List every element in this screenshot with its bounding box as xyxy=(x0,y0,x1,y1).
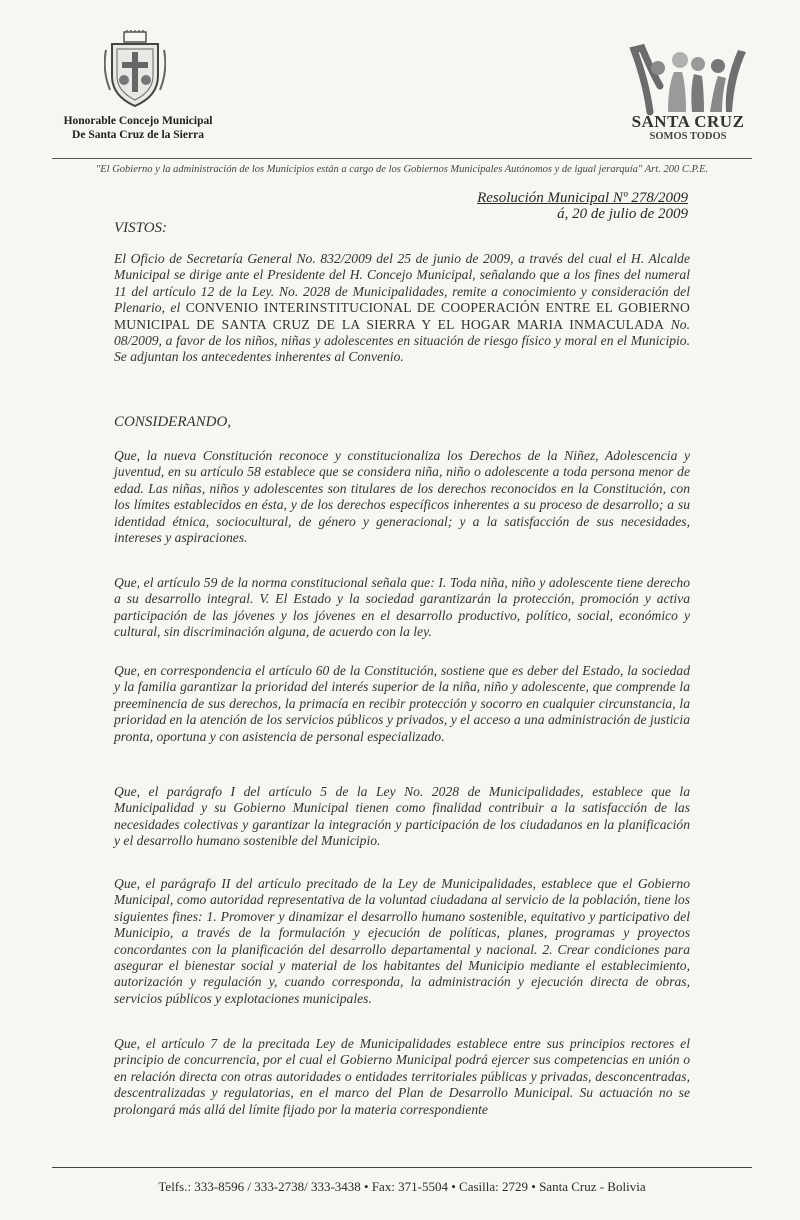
council-name xyxy=(58,114,218,142)
vistos-paragraph xyxy=(114,251,690,366)
resolution-number: Resolución Municipal Nº 278/2009 xyxy=(477,190,688,206)
vistos-text-before: El Oficio de Secretaría General No. 832/2009 del 25 de junio de 2009, a través del cual el H. Alcalde Municipal se dirige ante el Presidente del H. Concejo Municipal, señalando que a los fines del numeral 11 del artículo 12 de la Ley. No. 2028 de Municipalidades, remite a conocimiento y consideración del Plenario, el xyxy=(114,251,690,316)
council-name-line1: Honorable Concejo Municipal xyxy=(63,115,213,127)
council-name-line2: De Santa Cruz de la Sierra xyxy=(72,129,204,141)
municipal-crest-emblem xyxy=(104,30,166,110)
considerando-paragraph-5: Que, el parágrafo II del artículo precitado de la Ley de Municipalidades, establece que el Gobierno Municipal, como autoridad representativa de la voluntad ciudadana al servicio de la población, tiene los siguientes fines: 1. Promover y dinamizar el desarrollo humano sostenible, equitativo y participativo del Municipio, a través de la formulación y ejecución de políticas, planes, programas y proyectos concordantes con la planificación del desarrollo departamental y nacional. 2. Crear condiciones para asegurar el bienestar social y material de los habitantes del Municipio mediante el establecimiento, autorización y regulación y, cuando corresponda, la administración y ejecución directa de obras, servicios públicos y explotaciones municipales. xyxy=(114,876,690,1006)
footer-divider xyxy=(52,1167,752,1168)
considerando-paragraph-6: Que, el artículo 7 de la precitada Ley de Municipalidades establece entre sus principios rectores el principio de concurrencia, por el cual el Gobierno Municipal podrá ejercer sus competencias en unión o en relación directa con otras autoridades o entidades territoriales públicas y privadas, desconcentradas, descentralizadas y regulatorias, en el marco del Plan de Desarrollo Municipal. Su actuación no se prolongará más allá del límite fijado por la materia correspondiente xyxy=(114,1036,690,1117)
vistos-text-after: No. 08/2009, a favor de los niños, niñas y adolescentes en situación de riesgo físico y moral en el Municipio. Se adjuntan los antecedentes inherentes al Convenio. xyxy=(114,316,690,365)
santa-cruz-people-logo xyxy=(628,42,748,118)
considerando-heading: CONSIDERANDO, xyxy=(114,414,232,430)
considerando-paragraph-4: Que, el parágrafo I del artículo 5 de la Ley No. 2028 de Municipalidades, establece que la Municipalidad y su Gobierno Municipal tienen como finalidad contribuir a la satisfacción de las necesidades colectivas y garantizar la integración y participación de los ciudadanos en la planificación y el desarrollo humano sostenible del Municipio. xyxy=(114,784,690,849)
considerando-paragraph-3: Que, en correspondencia el artículo 60 de la Constitución, sostiene que es deber del Estado, la sociedad y la familia garantizar la prioridad del interés superior de la niña, niño y adolescente, que comprende la preeminencia de sus derechos, la primacía en recibir protección y socorro en cualquier circunstancia, la prioridad en la atención de los servicios públicos y privados, y el acceso a una administración de justicia pronta, oportuna y con asistencia de personal especializado. xyxy=(114,663,690,744)
header-divider xyxy=(52,158,752,159)
considerando-paragraph-2: Que, el artículo 59 de la norma constitucional señala que: I. Toda niña, niño y adolescente tiene derecho a su desarrollo integral. V. El Estado y la sociedad garantizarán la protección, promoción y activa participación de las jóvenes y los jóvenes en el desarrollo productivo, político, social, económico y cultural, sin discriminación alguna, de acuerdo con la ley. xyxy=(114,575,690,640)
considerando-paragraph-1: Que, la nueva Constitución reconoce y constitucionaliza los Derechos de la Niñez, Adolescencia y juventud, en su artículo 58 establece que se considera niña, niño o adolescente a toda persona menor de edad. Las niñas, niños y adolescentes son titulares de los derechos reconocidos en la Constitución, con los límites establecidos en ésta, y de los derechos específicos inherentes a su proceso de desarrollo; a su identidad étnica, sociocultural, de género y generacional; y a la satisfacción de sus necesidades, intereses y aspiraciones. xyxy=(114,448,690,546)
constitution-quote: "El Gobierno y la administración de los Municipios están a cargo de los Gobiernos Municipales Autónomos y de igual jerarquía" Art. 200 C.P.E. xyxy=(95,164,709,175)
vistos-heading: VISTOS: xyxy=(114,220,168,236)
vistos-convenio-title: CONVENIO INTERINSTITUCIONAL DE COOPERACIÓN ENTRE EL GOBIERNO MUNICIPAL DE SANTA CRUZ DE LA SIERRA Y EL HOGAR MARIA INMACULADA xyxy=(114,300,691,332)
resolution-date: á, 20 de julio de 2009 xyxy=(557,206,688,222)
santa-cruz-logo-name: SANTA CRUZ xyxy=(631,112,745,131)
footer-contact: Telfs.: 333-8596 / 333-2738/ 333-3438 • Fax: 371-5504 • Casilla: 2729 • Santa Cruz - Bolivia xyxy=(158,1179,646,1194)
santa-cruz-logo-motto: SOMOS TODOS xyxy=(649,131,727,142)
